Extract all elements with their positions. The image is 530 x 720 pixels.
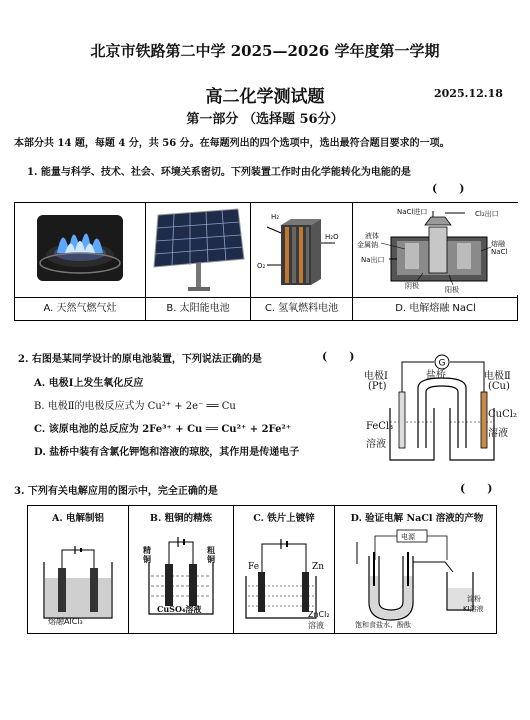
q3-c-solution-label: ZnCl₂ <box>308 610 330 619</box>
q3-c-solution-label-2: 溶液 <box>308 621 324 630</box>
q3-option-b[interactable] <box>129 506 234 633</box>
q3-option-c-label: C. 铁片上镀锌 <box>253 513 315 524</box>
electrolysis-na-outlet-label: Na出口 <box>361 256 385 264</box>
q3-answer-paren[interactable]: ( ) <box>460 482 493 495</box>
q1-option-d-caption: D. 电解熔融 NaCl <box>353 297 518 320</box>
fuel-cell-image <box>251 203 352 295</box>
q1-option-d[interactable] <box>353 203 518 320</box>
q3-figure-table <box>27 505 497 634</box>
q3-option-c[interactable] <box>234 506 335 633</box>
fuel-cell-o2-label: O₂ <box>257 262 266 270</box>
q3-d-right-solution-label: 淀粉 <box>467 595 481 603</box>
q3-option-b-label: B. 粗铜的精炼 <box>149 513 213 524</box>
electrolysis-liquid-label: 液体 <box>365 232 379 240</box>
q2-option-a[interactable]: A. 电极Ⅰ上发生氧化反应 <box>34 378 144 389</box>
left-solution-label: FeCl₃ <box>366 421 394 432</box>
left-solution-label-2: 溶液 <box>366 439 386 450</box>
fuel-cell-h2o-label: H₂O <box>325 233 339 241</box>
electrolysis-anode-label: 阳极 <box>445 286 459 294</box>
q1-option-b-caption: B. 太阳能电池 <box>146 297 250 320</box>
q1-answer-paren[interactable]: ( ) <box>432 182 465 195</box>
q3-b-right-electrode-label: 粗铜 <box>207 545 215 564</box>
q1-option-b[interactable] <box>146 203 251 320</box>
school-term-title: 北京市铁路第二中学 2025—2026 学年度第一学期 <box>90 42 440 60</box>
q1-option-c-caption: C. 氢氧燃料电池 <box>251 297 352 320</box>
q3-b-solution-label: CuSO₄溶液 <box>157 604 202 614</box>
electrolysis-cathode-label: 阴极 <box>405 282 419 290</box>
electrolysis-cl2-outlet-label: Cl₂出口 <box>475 210 499 218</box>
q3-option-a-label: A. 电解制铝 <box>52 513 104 524</box>
electrolysis-nacl-inlet-label: NaCl进口 <box>397 208 428 216</box>
q1-option-c[interactable] <box>251 203 353 320</box>
q3-option-d-label: D. 验证电解 NaCl 溶液的产物 <box>350 513 484 524</box>
q3-b-left-electrode-label: 精铜 <box>143 545 151 564</box>
solar-panel-image <box>146 203 250 295</box>
exam-date: 2025.12.18 <box>434 87 503 100</box>
electrode-1-label: 电极Ⅰ <box>364 371 388 382</box>
part-title: 第一部分 （选择题 56分） <box>186 112 344 127</box>
q2-answer-paren[interactable]: ( ) <box>322 350 355 363</box>
electrode-1-material: (Pt) <box>368 381 387 392</box>
galvanometer-label: G <box>438 358 446 369</box>
q3-d-solution-label: 饱和食盐水、酚酞 <box>355 621 411 629</box>
q2-option-c[interactable]: C. 该原电池的总反应为 2Fe³⁺ + Cu ══ Cu²⁺ + 2Fe²⁺ <box>34 424 292 435</box>
q3-c-fe-label: Fe <box>248 562 260 572</box>
q3-c-zn-label: Zn <box>312 562 325 572</box>
electrode-2-label: 电极Ⅱ <box>484 371 511 382</box>
q3-a-solution-label: 熔融AlCl₃ <box>48 617 83 626</box>
gas-stove-image <box>15 203 145 295</box>
right-solution-label-2: 溶液 <box>488 428 508 439</box>
electrolysis-nacl-label: NaCl <box>491 248 508 256</box>
q1-option-a[interactable] <box>15 203 146 320</box>
q3-option-d[interactable] <box>335 506 499 633</box>
q2-option-b[interactable]: B. 电极Ⅱ的电极反应式为 Cu²⁺ + 2e⁻ ══ Cu <box>34 401 236 412</box>
q2-option-d[interactable]: D. 盐桥中装有含氯化钾饱和溶液的琼胶，其作用是传递电子 <box>34 447 300 458</box>
q3-stem: 3. 下列有关电解应用的图示中，完全正确的是 <box>14 486 218 497</box>
q3-option-a[interactable] <box>28 506 129 633</box>
q1-figure-table <box>14 202 518 321</box>
q1-option-a-caption: A. 天然气燃气灶 <box>15 297 145 320</box>
q2-stem: 2. 右图是某同学设计的原电池装置，下列说法正确的是 <box>18 354 262 365</box>
q3-d-right-solution-label-2: KI溶液 <box>463 605 484 613</box>
q1-stem: 1. 能量与科学、技术、社会、环境关系密切。下列装置工作时由化学能转化为电能的是 <box>27 167 411 178</box>
salt-bridge-label: 盐桥 <box>426 370 446 381</box>
electrolysis-molten-label: 熔融 <box>491 240 505 248</box>
exam-title: 高二化学测试题 <box>205 87 325 107</box>
q3-d-power-label: 电源 <box>401 533 415 541</box>
instructions: 本部分共 14 题，每题 4 分，共 56 分。在每题列出的四个选项中，选出最符合题目要求的一项。 <box>14 138 450 149</box>
electrode-2-material: (Cu) <box>488 381 510 392</box>
fuel-cell-h2-label: H₂ <box>271 213 280 221</box>
aluminum-electrolysis-diagram <box>28 506 128 633</box>
right-solution-label: CuCl₂ <box>488 409 517 420</box>
electrolysis-sodium-label: 金属钠 <box>357 241 378 249</box>
